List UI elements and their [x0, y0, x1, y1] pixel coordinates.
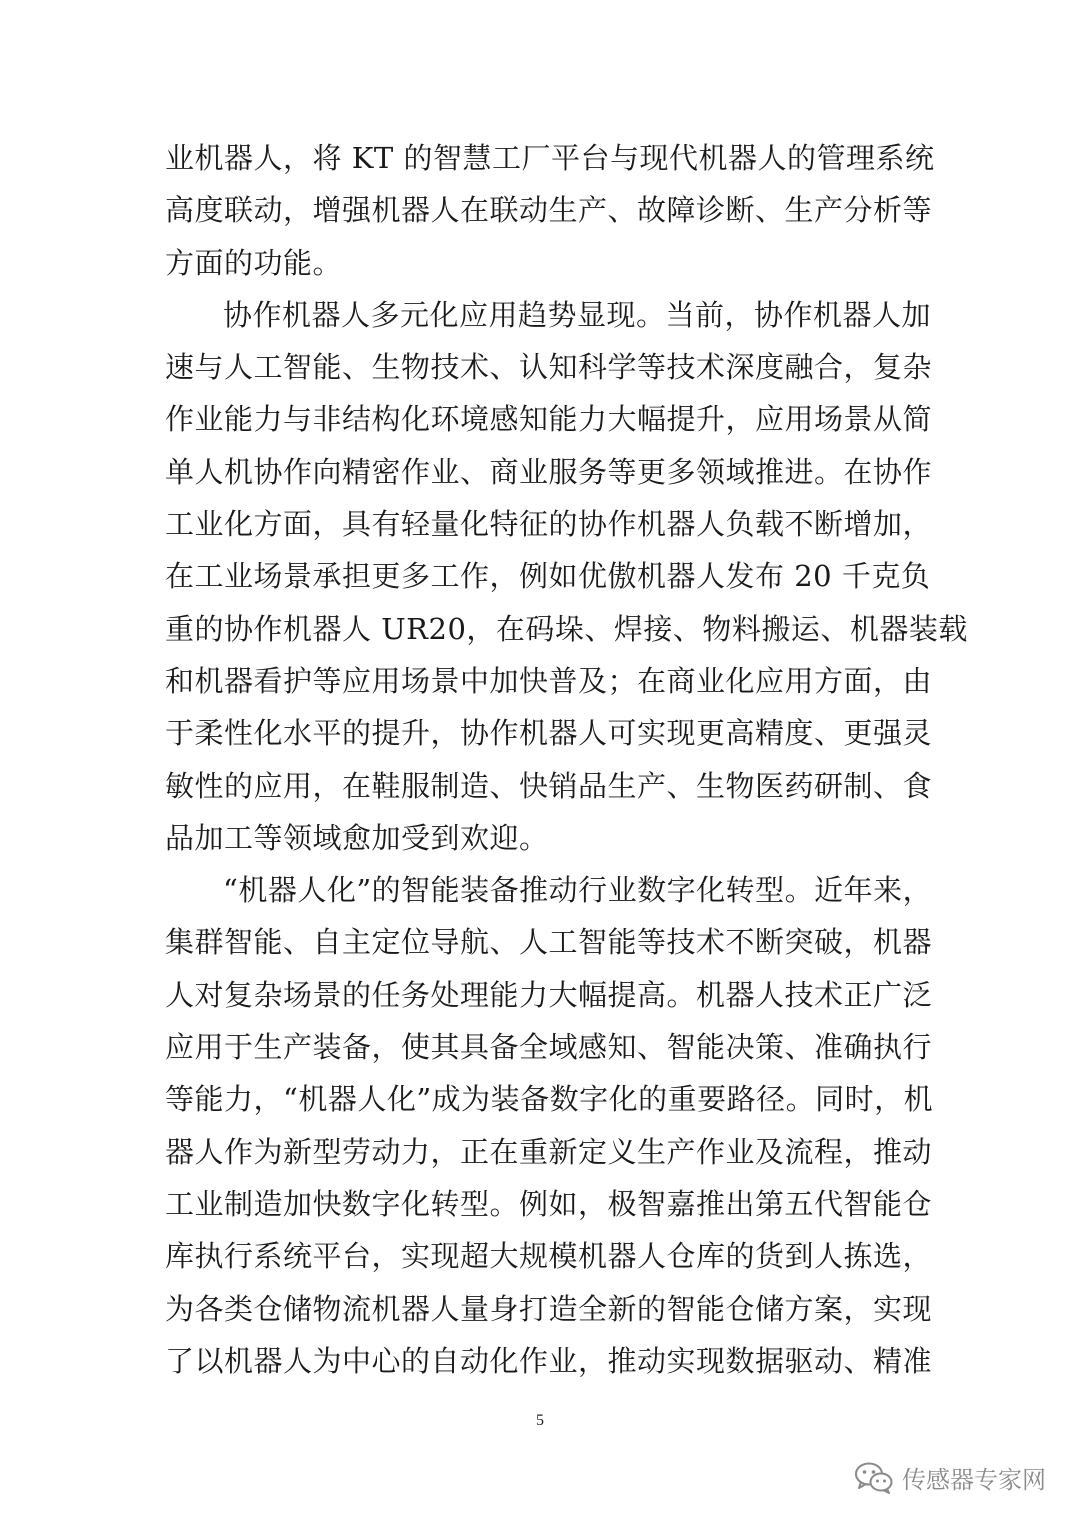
- text-line: 器人作为新型劳动力，正在重新定义生产作业及流程，推动: [165, 1134, 933, 1169]
- text-line: 协作机器人多元化应用趋势显现。当前，协作机器人加: [223, 297, 932, 332]
- watermark: [854, 1460, 1046, 1495]
- text-line: 在工业场景承担更多工作，例如优傲机器人发布 20 千克负: [165, 559, 931, 594]
- text-line: 单人机协作向精密作业、商业服务等更多领域推进。在协作: [165, 454, 933, 489]
- text-line: 等能力，“机器人化”成为装备数字化的重要路径。同时，机: [165, 1082, 934, 1117]
- page-number: 5: [536, 1412, 544, 1429]
- paragraph: [165, 289, 968, 864]
- paragraph: [165, 864, 934, 1387]
- watermark-label: 传感器专家网: [902, 1466, 1046, 1494]
- text-line: “机器人化”的智能装备推动行业数字化转型。近年来，: [223, 873, 933, 908]
- paragraph: [165, 132, 935, 289]
- body-text: [165, 132, 968, 1387]
- text-line: 集群智能、自主定位导航、人工智能等技术不断突破，机器: [165, 925, 933, 960]
- text-line: 和机器看护等应用场景中加快普及；在商业化应用方面，由: [165, 663, 933, 698]
- text-line: 作业能力与非结构化环境感知能力大幅提升，应用场景从简: [165, 402, 933, 437]
- text-line: 为各类仓储物流机器人量身打造全新的智能仓储方案，实现: [165, 1291, 933, 1326]
- text-line: 品加工等领域愈加受到欢迎。: [165, 820, 549, 855]
- text-line: 了以机器人为中心的自动化作业，推动实现数据驱动、精准: [165, 1343, 933, 1378]
- text-line: 业机器人，将 KT 的智慧工厂平台与现代机器人的管理系统: [165, 141, 935, 175]
- wechat-icon: [854, 1461, 894, 1495]
- text-line: 重的协作机器人 UR20，在码垛、焊接、物料搬运、机器装载: [165, 611, 968, 646]
- text-line: 工业化方面，具有轻量化特征的协作机器人负载不断增加，: [165, 507, 933, 542]
- text-line: 于柔性化水平的提升，协作机器人可实现更高精度、更强灵: [165, 716, 933, 751]
- text-line: 敏性的应用，在鞋服制造、快销品生产、生物医药研制、食: [165, 768, 933, 803]
- text-line: 方面的功能。: [165, 245, 343, 280]
- text-line: 工业制造加快数字化转型。例如，极智嘉推出第五代智能仓: [165, 1186, 933, 1221]
- text-line: 速与人工智能、生物技术、认知科学等技术深度融合，复杂: [165, 350, 933, 385]
- text-line: 人对复杂场景的任务处理能力大幅提高。机器人技术正广泛: [165, 977, 933, 1012]
- text-line: 库执行系统平台，实现超大规模机器人仓库的货到人拣选，: [165, 1239, 933, 1274]
- text-line: 应用于生产装备，使其具备全域感知、智能决策、准确执行: [165, 1030, 933, 1065]
- text-line: 高度联动，增强机器人在联动生产、故障诊断、生产分析等: [165, 193, 933, 228]
